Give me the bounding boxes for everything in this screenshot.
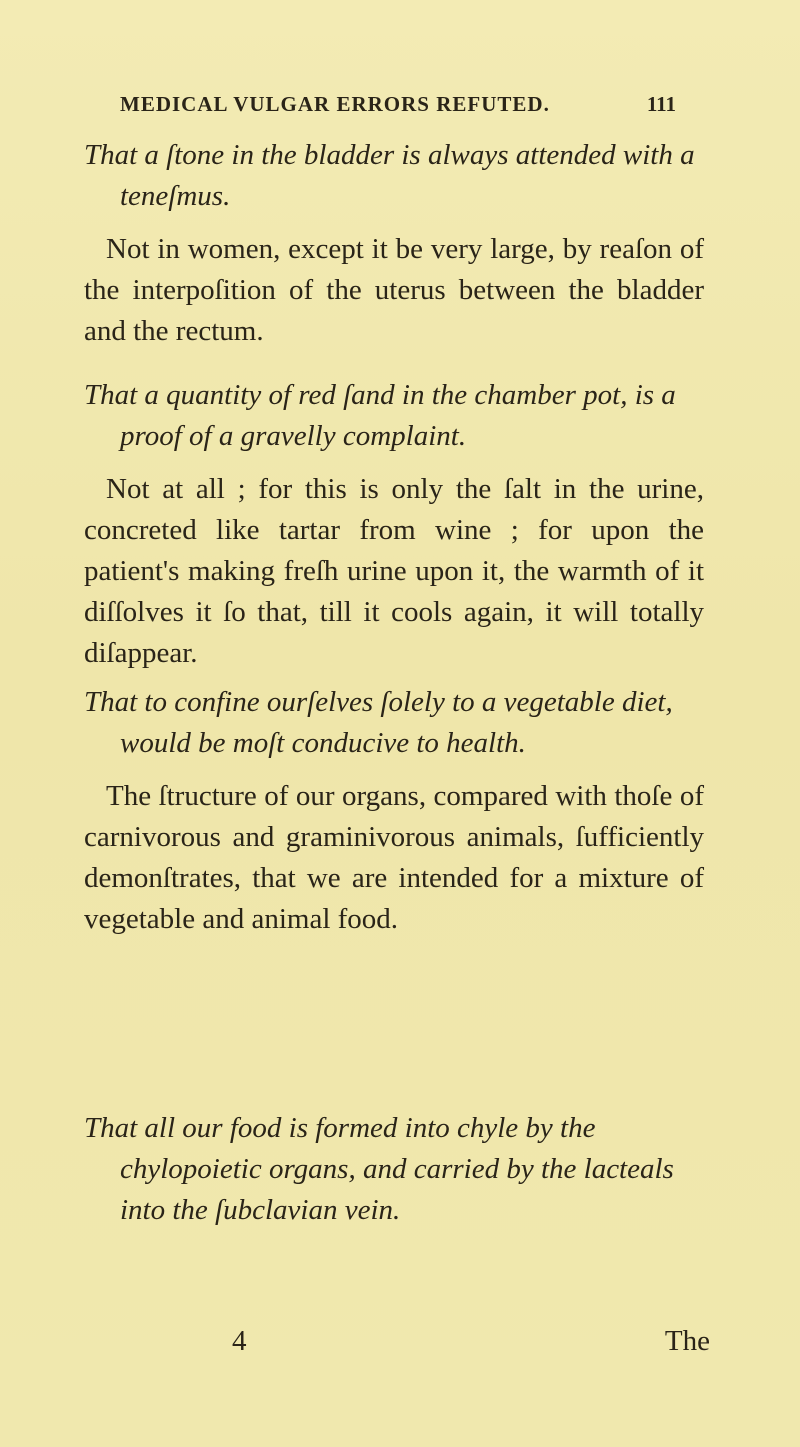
error-refutation: Not at all ; for this is only the ſalt in the urine, concreted like tartar from wine ; for upon the patient's making freſh urine upon it, the warmth of it diſſolves it ſo that, till it cools again, it will totally diſappear. bbox=[84, 473, 704, 669]
error-refutation: The ſtructure of our organs, compared with thoſe of carnivorous and graminivorous animals, ſufficiently demonſtrates, that we are intended for a mixture of vegetable and animal food. bbox=[84, 780, 704, 935]
error-heading: That all our food is formed into chyle by the chylopoietic organs, and carried by the lacteals into the ſubclavian vein. bbox=[84, 1112, 674, 1226]
page-number: 111 bbox=[646, 92, 676, 116]
running-head: MEDICAL VULGAR ERRORS REFUTED. bbox=[120, 92, 550, 116]
signature-mark: 4 bbox=[232, 1325, 247, 1357]
error-heading: That to confine ourſelves ſolely to a vegetable diet, would be moſt conducive to health. bbox=[84, 686, 673, 759]
error-heading: That a ſtone in the bladder is always attended with a teneſmus. bbox=[84, 139, 695, 212]
error-heading: That a quantity of red ſand in the chamber pot, is a proof of a gravelly complaint. bbox=[84, 379, 676, 452]
error-section bbox=[84, 375, 704, 674]
catchword: The bbox=[664, 1325, 710, 1357]
error-refutation: Not in women, except it be very large, by reaſon of the interpoſition of the uterus between the bladder and the rectum. bbox=[84, 233, 704, 347]
error-section bbox=[84, 682, 704, 940]
error-section bbox=[84, 135, 704, 352]
error-section bbox=[84, 1108, 704, 1231]
